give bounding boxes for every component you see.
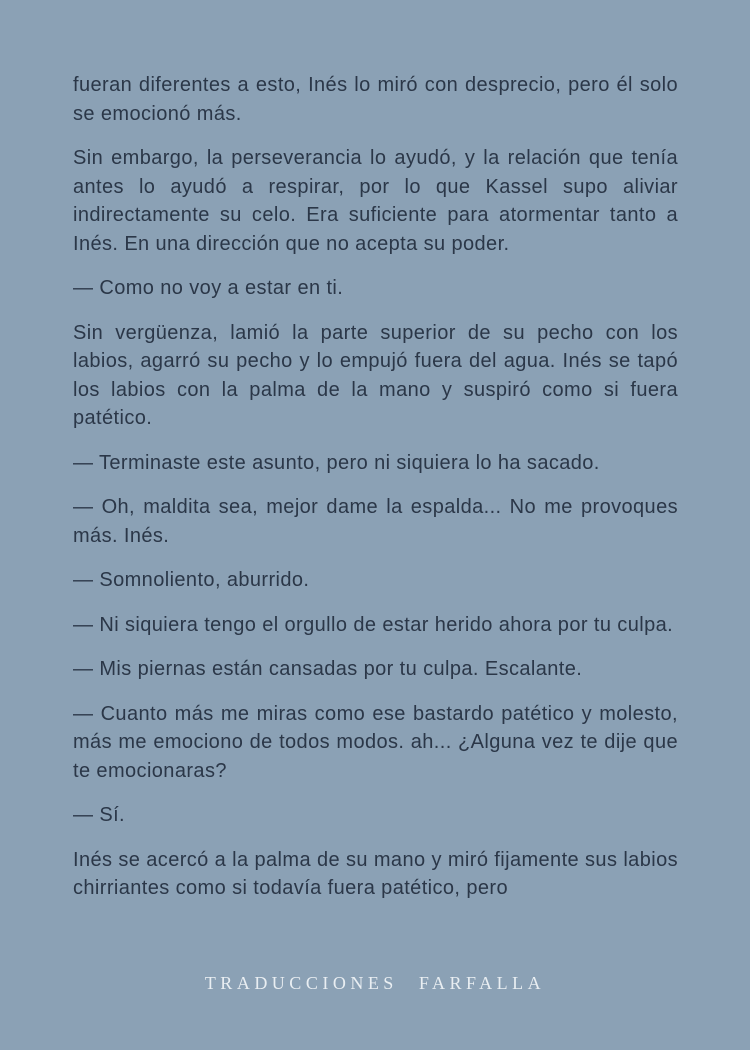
paragraph-11-dialogue: — Sí.: [73, 804, 126, 826]
paragraph-10-dialogue: — Cuanto más me miras como ese bastardo patético y molesto, más me emociono de todos modos. ah... ¿Alguna vez te dije que te emocionaras?: [73, 702, 678, 782]
paragraph-1: fueran diferentes a esto, Inés lo miró con desprecio, pero él solo se emocionó más.: [73, 74, 678, 125]
paragraph-6-dialogue: — Oh, maldita sea, mejor dame la espalda... No me provoques más. Inés.: [73, 496, 678, 547]
translator-credit: TRADUCCIONES FARFALLA: [204, 973, 546, 993]
paragraph-8-dialogue: — Ni siquiera tengo el orgullo de estar herido ahora por tu culpa.: [73, 613, 674, 636]
paragraph-4: Sin vergüenza, lamió la parte superior de su pecho con los labios, agarró su pecho y lo empujó fuera del agua. Inés se tapó los labios con la palma de la mano y suspiró como si fuera patético.: [73, 321, 678, 429]
paragraph-3-dialogue: — Como no voy a estar en ti.: [73, 277, 344, 299]
paragraph-9-dialogue: — Mis piernas están cansadas por tu culpa. Escalante.: [73, 658, 583, 680]
paragraph-7-dialogue: — Somnoliento, aburrido.: [73, 569, 310, 591]
paragraph-5-dialogue: — Terminaste este asunto, pero ni siquiera lo ha sacado.: [73, 451, 600, 474]
page-text-block: [73, 71, 678, 919]
paragraph-2: Sin embargo, la perseverancia lo ayudó, y la relación que tenía antes lo ayudó a respirar, por lo que Kassel supo aliviar indirectamente su celo. Era suficiente para atormentar tanto a Inés. En una dirección que no acepta su poder.: [73, 147, 678, 255]
paragraph-12: Inés se acercó a la palma de su mano y miró fijamente sus labios chirriantes como si todavía fuera patético, pero: [73, 848, 678, 899]
